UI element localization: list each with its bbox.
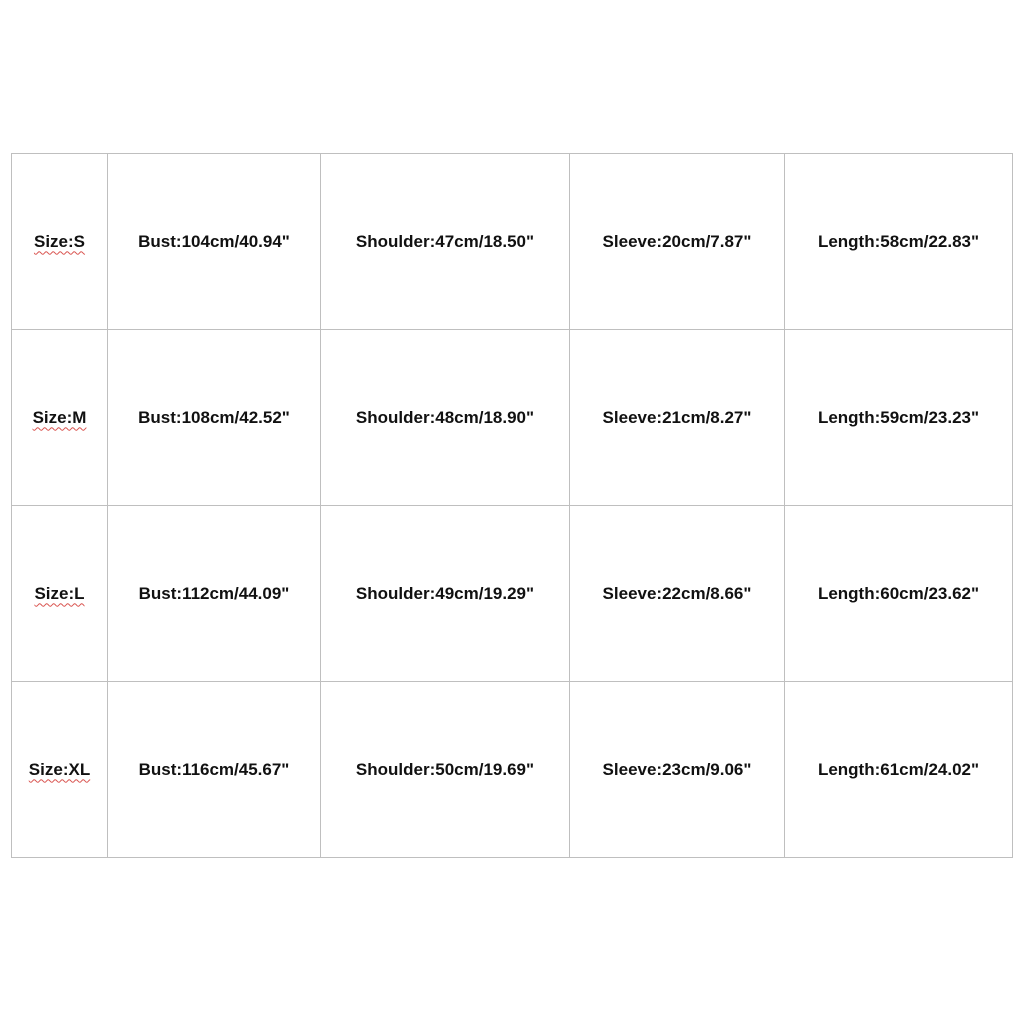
- length-cell: Length:61cm/24.02": [785, 682, 1013, 858]
- size-label: Size:M: [32, 407, 87, 427]
- shoulder-cell: Shoulder:47cm/18.50": [321, 154, 570, 330]
- shoulder-cell: Shoulder:50cm/19.69": [321, 682, 570, 858]
- sleeve-cell: Sleeve:20cm/7.87": [570, 154, 785, 330]
- shoulder-cell: Shoulder:48cm/18.90": [321, 330, 570, 506]
- bust-cell: Bust:116cm/45.67": [108, 682, 321, 858]
- table-row: [12, 682, 1013, 858]
- bust-cell: Bust:108cm/42.52": [108, 330, 321, 506]
- bust-cell: Bust:112cm/44.09": [108, 506, 321, 682]
- size-cell: [12, 506, 108, 682]
- size-cell: [12, 154, 108, 330]
- size-label: Size:S: [33, 231, 86, 251]
- size-cell: [12, 682, 108, 858]
- sleeve-cell: Sleeve:21cm/8.27": [570, 330, 785, 506]
- bust-cell: Bust:104cm/40.94": [108, 154, 321, 330]
- length-cell: Length:59cm/23.23": [785, 330, 1013, 506]
- table-row: [12, 330, 1013, 506]
- size-chart-table: [11, 153, 1013, 858]
- size-label: Size:L: [34, 583, 85, 603]
- sleeve-cell: Sleeve:22cm/8.66": [570, 506, 785, 682]
- sleeve-cell: Sleeve:23cm/9.06": [570, 682, 785, 858]
- length-cell: Length:58cm/22.83": [785, 154, 1013, 330]
- size-cell: [12, 330, 108, 506]
- size-label: Size:XL: [28, 759, 91, 779]
- table-row: [12, 506, 1013, 682]
- table-row: [12, 154, 1013, 330]
- shoulder-cell: Shoulder:49cm/19.29": [321, 506, 570, 682]
- length-cell: Length:60cm/23.62": [785, 506, 1013, 682]
